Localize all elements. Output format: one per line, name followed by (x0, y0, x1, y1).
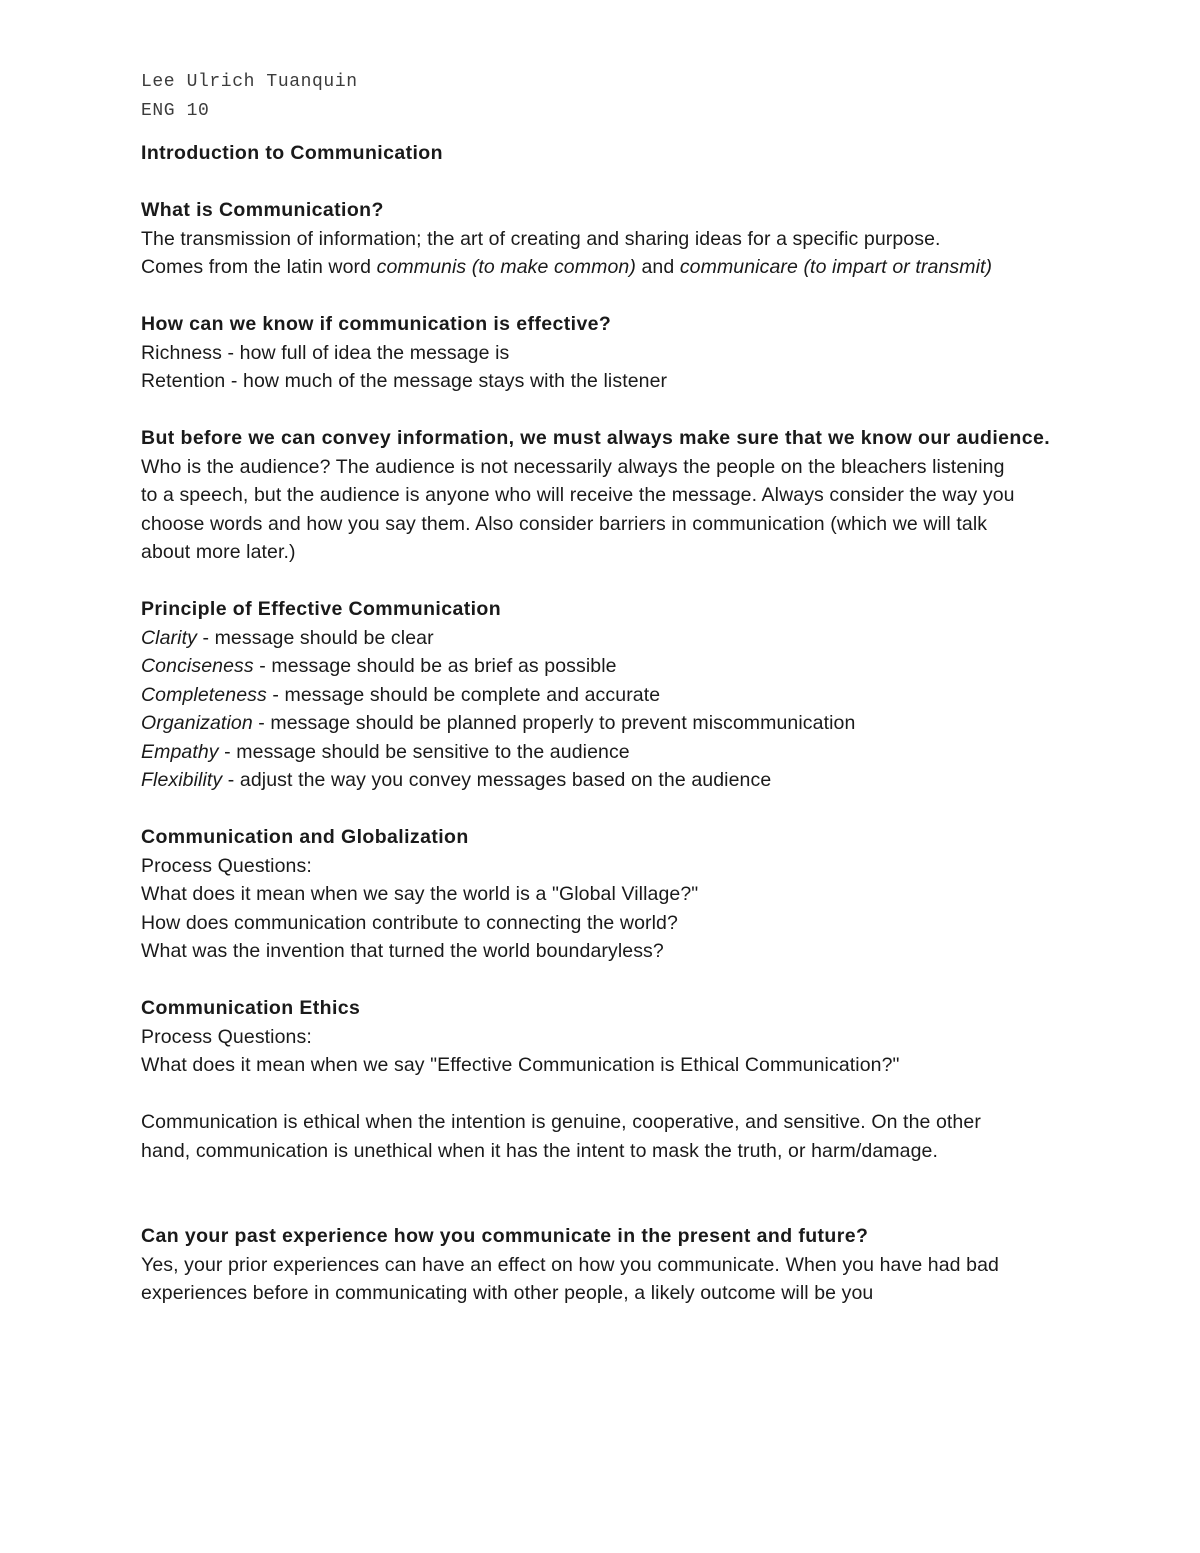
principle-desc: - message should be clear (196, 626, 434, 649)
section-heading-experience: Can your past experience how you communicate in the present and future? (141, 1225, 869, 1247)
principle-item (141, 766, 1061, 795)
section-heading-principles: Principle of Effective Communication (141, 598, 502, 620)
principle-item (141, 709, 1061, 738)
course-code: ENG 10 (141, 100, 210, 121)
section-heading-ethics: Communication Ethics (141, 997, 361, 1019)
principle-term: Clarity (141, 626, 197, 649)
principle-item (141, 624, 1061, 653)
audience-paragraph: Who is the audience? The audience is not necessarily always the people on the bleachers listening to a speech, but the audience is anyone who will receive the message. Always consider the way you choose words and how you say them. Also consider barriers in communication (which we will talk about more later.) (141, 455, 1015, 563)
etymology-paragraph (141, 253, 1061, 282)
list-item-retention: Retention - how much of the message stays with the listener (141, 370, 668, 392)
experience-paragraph: Yes, your prior experiences can have an effect on how you communicate. When you have had bad experiences before in communicating with other people, a likely outcome will be you (141, 1253, 999, 1304)
process-questions-label: Process Questions: (141, 1025, 312, 1048)
principle-term: Conciseness (141, 655, 254, 677)
principle-item (141, 681, 1061, 710)
section-heading-what-is-communication: What is Communication? (141, 199, 384, 221)
principle-desc: - message should be as brief as possible (253, 655, 617, 677)
principle-term: Flexibility (141, 769, 223, 791)
section-heading-globalization: Communication and Globalization (141, 826, 469, 848)
question-item: What does it mean when we say the world is a "Global Village?" (141, 883, 699, 905)
etymology-text: Comes from the latin word (141, 256, 377, 278)
document-page (141, 68, 1061, 1308)
communicare-term: communicare (to impart or transmit) (679, 256, 993, 278)
principle-term: Organization (141, 712, 253, 734)
section-heading-audience: But before we can convey information, we must always make sure that we know our audience. (141, 427, 1051, 449)
principle-item (141, 738, 1061, 767)
principle-term: Empathy (141, 740, 219, 763)
process-questions-label: Process Questions: (141, 854, 312, 877)
question-item: How does communication contribute to connecting the world? (141, 911, 678, 934)
question-item: What was the invention that turned the world boundaryless? (141, 940, 664, 962)
definition-line: The transmission of information; the art of creating and sharing ideas for a specific purpose. (141, 227, 941, 250)
principle-term: Completeness (141, 683, 267, 706)
principle-desc: - message should be complete and accurate (266, 683, 661, 706)
ethics-paragraph: Communication is ethical when the intention is genuine, cooperative, and sensitive. On the other hand, communication is unethical when it has the intent to mask the truth, or harm/damage. (141, 1111, 981, 1162)
document-title: Introduction to Communication (141, 142, 443, 164)
communis-term: communis (to make common) (376, 256, 636, 278)
principle-desc: - adjust the way you convey messages based on the audience (222, 769, 772, 791)
author-name: Lee Ulrich Tuanquin (141, 72, 358, 92)
principle-desc: - message should be sensitive to the audience (218, 740, 630, 763)
etymology-and: and (635, 256, 680, 278)
principle-desc: - message should be planned properly to prevent miscommunication (252, 712, 856, 734)
principle-item (141, 652, 1061, 681)
question-item: What does it mean when we say "Effective Communication is Ethical Communication?" (141, 1054, 900, 1076)
section-heading-effective: How can we know if communication is effective? (141, 313, 612, 335)
list-item-richness: Richness - how full of idea the message is (141, 341, 510, 364)
